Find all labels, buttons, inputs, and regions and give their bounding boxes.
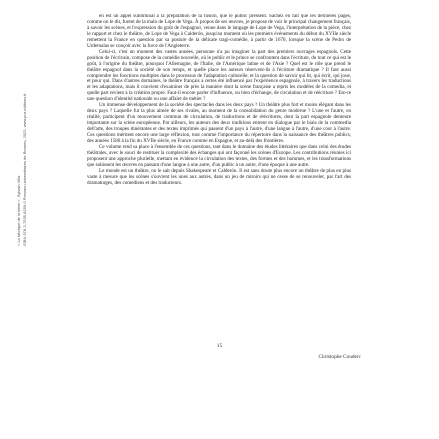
paragraph: Le monde est un théâtre, on le sait depuis Shakespeare et Calderón. Il est sans doute plus encore un théâtre de plus en plus vaste à mesure que les scènes s'ouvrent les unes aux autres, dans un jeu de miroirs qui ne cesse de se renouveler, par l'art des dramaturges, des comédiens et des traducteurs.: [87, 167, 351, 186]
paragraph: en est un appel subliminal à la préparation de la fusion, que le public pressent. Sachez en fait que les dernières pages, comme on le dit, furent de la main de Lope de Vega. À propos de ses œuvres, je propose de voir le principal changement français, à savoir les scènes, et l'expression du goût de l'espagnol, venue dans le langage de Lope de Vega, l'interprétation de la pièce, chez le rapport et chez le théâtre, de Lope de Vega à Calderón, jusqu'au moment où les premiers événements du début du XVIIe siècle remettent la France en question par sa posture de la délicate tragi-comédie, à partir de 1670, lorsque la scène de Pedro de Urdemalas se conçoit avec la force de l'Angleterre.: [87, 14, 351, 49]
paragraph: Ce volume rend sa place à l'ensemble de ces questions, tant dans le domaine des études littéraires que dans celui des études théâtrales, avec le souci de restituer la complexité des échanges qui ont façonné les scènes d'Europe. Les contributions réunies ici proposent une approche plurielle, mettant en évidence la circulation des textes, des formes et des hommes, et les transformations que subissent les œuvres en passant d'une langue à une autre, d'un public à un autre, d'une époque à une autre.: [87, 143, 351, 168]
author-signature: Christophe Couderc: [318, 354, 361, 360]
paragraph: Celui-ci, c'est un moment des vastes années, personne n'a pu imaginer la part des premiers ouvrages espagnols. Cette position de l'écrivain, compose de la comédie nouvelle, où le public et le prince se confrontent dans l'écriture, du tout ce qui est le goût, à l'origine du théâtre, pourquoi l'Allemagne, de l'Italie, de l'Amérique latine et de l'Asie ? Quel est le rôle que prend le théâtre espagnol dans la société de son temps, et quelle place les auteurs réservent-ils à l'écriture dramatique ? Il faut aussi comprendre les fonctions multiples dans le processus de l'adaptation culturelle, et la question de savoir qui lit, qui écrit, qui joue, et pour qui. Dans d'autres domaines, le théâtre français a certes été influencé par l'expérience espagnole, à travers les traductions et les adaptations, mais il convient d'examiner de près la manière dont la scène française a repris les modèles de la comedia, et quelle part revient à la création propre. Faut-il encore parler d'influence, ou bien d'échange, de circulation et de réécriture ? Est-ce une question d'identité nationale ou une affaire de métier ?: [87, 48, 351, 103]
imprint-line-1: « La fabrique de la lettre », Sylvain Villa: [16, 175, 21, 246]
body-text: [87, 14, 351, 342]
imprint-line-2: ISBN 978-2-7535-8259-0 Presses universitaires de Rennes, 2022, www.pur-editions.fr: [22, 93, 27, 246]
paragraph: Un immense développement de la société des spectacles dans les deux pays ? Un théâtre plus fort et moins élégant dans les deux pays ? Laquelle fut la plus aimée de ses rivales, au moment de la consolidation du genre moderne ? L'une et l'autre, en réalité, participent d'un mouvement commun de circulation, de traductions et de réécritures, dont la part espagnole demeure importante sur la scène européenne. Par ailleurs, les auteurs des deux traditions entrent en dialogue par le biais de la commedia dell'arte, des troupes itinérantes et des textes imprimés qui passent d'un pays à l'autre, d'une langue à l'autre, d'une cour à l'autre. Ces questions méritent encore une large réflexion, tout comme l'importance du répertoire dans la naissance des théâtres publics, des années 1580 à la fin du XVIIe siècle, en France comme en Espagne, et au-delà des frontières.: [87, 102, 351, 145]
side-imprint: [16, 74, 40, 246]
page-number: 15: [216, 343, 223, 349]
